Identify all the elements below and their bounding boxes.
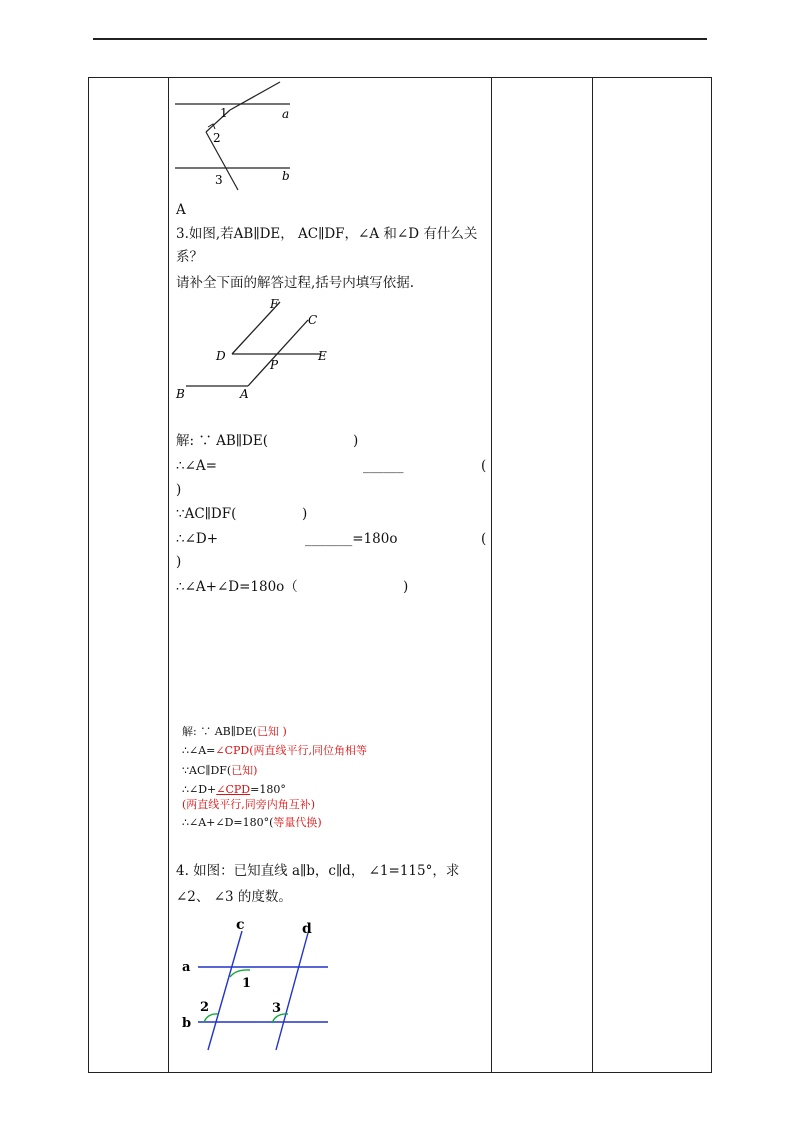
- fig2-label-P: P: [270, 358, 279, 372]
- answer-line2-text: ∴∠A=: [182, 744, 216, 757]
- q3-step2-paren-open: (: [481, 458, 487, 474]
- q3-step2-paren-close: ): [176, 482, 182, 498]
- fig1-label-2: 2: [213, 131, 221, 145]
- fig3-label-b: b: [182, 1016, 192, 1031]
- answer-line1-text: 解: ∵ AB∥DE(: [182, 725, 257, 738]
- q3-step3: ∵AC∥DF(: [176, 506, 237, 522]
- answer-line4-tail: =180°: [250, 783, 286, 796]
- q3-step4: ∴∠D+: [176, 531, 219, 547]
- fig2-label-A: A: [240, 387, 249, 401]
- fig3-label-2: 2: [200, 1000, 210, 1015]
- column-divider: [592, 78, 593, 1072]
- answer-line5: (两直线平行,同旁内角互补): [182, 798, 316, 811]
- q3-step2-blank: ______: [363, 458, 404, 474]
- figure-ab-de: [172, 296, 347, 406]
- q3-step5: ∴∠A+∠D=180o（: [176, 579, 298, 595]
- fig2-label-E: E: [318, 349, 327, 363]
- fig3-label-c: c: [236, 917, 245, 933]
- fig2-label-F: F: [270, 297, 279, 311]
- q3-step4-paren-close: ): [176, 554, 182, 570]
- header-rule: [93, 38, 707, 40]
- answer-line3: [182, 762, 257, 780]
- fig3-label-a: a: [182, 960, 191, 975]
- column-divider: [491, 78, 492, 1072]
- q3-step2: ∴∠A=: [176, 458, 217, 474]
- answer-line1: [182, 723, 287, 741]
- answer-line6-text: ∴∠A+∠D=180°(: [182, 816, 274, 829]
- answer-line3-red: 已知): [231, 764, 258, 777]
- q3-step1: 解: ∵ AB∥DE(: [176, 433, 268, 449]
- answer-line4-red: ∠CPD: [216, 783, 251, 796]
- q3-step4-paren-open: (: [481, 531, 487, 547]
- q3-line1: 3.如图,若AB∥DE， AC∥DF，∠A 和∠D 有什么关: [176, 226, 478, 242]
- q4-line1: 4. 如图：已知直线 a∥b，c∥d， ∠1=115°，求: [176, 863, 460, 879]
- fig1-label-3: 3: [215, 173, 223, 187]
- answer-line6: [182, 814, 322, 832]
- fig1-caption: A: [176, 202, 186, 218]
- q3-step1-close: ): [353, 433, 359, 449]
- answer-line1-red: 已知 ): [256, 725, 287, 738]
- q3-step5-close: ): [403, 579, 409, 595]
- q4-line2: ∠2、 ∠3 的度数。: [176, 889, 292, 905]
- fig1-label-1: 1: [220, 106, 228, 120]
- fig3-label-d: d: [302, 921, 312, 937]
- q3-line3: 请补全下面的解答过程,括号内填写依据.: [176, 275, 415, 291]
- column-divider: [168, 78, 169, 1072]
- fig3-label-3: 3: [272, 1001, 282, 1016]
- figure-abcd: [178, 915, 338, 1055]
- answer-line2: [182, 742, 367, 760]
- fig2-label-D: D: [216, 349, 226, 363]
- answer-line3-text: ∵AC∥DF(: [182, 764, 232, 777]
- fig2-label-B: B: [176, 387, 185, 401]
- fig1-label-a: a: [282, 107, 290, 121]
- fig2-label-C: C: [308, 313, 318, 327]
- q3-line2: 系？: [176, 249, 203, 265]
- fig3-label-1: 1: [242, 976, 252, 991]
- answer-line4-text: ∴∠D+: [182, 783, 217, 796]
- answer-line6-red: 等量代换): [273, 816, 322, 829]
- q3-step4-blank: _______=180o: [305, 531, 398, 547]
- answer-line2-red: ∠CPD(两直线平行,同位角相等: [215, 744, 368, 757]
- figure-parallel-angles: [170, 80, 310, 195]
- fig1-label-b: b: [282, 169, 290, 183]
- q3-step3-close: ): [302, 506, 308, 522]
